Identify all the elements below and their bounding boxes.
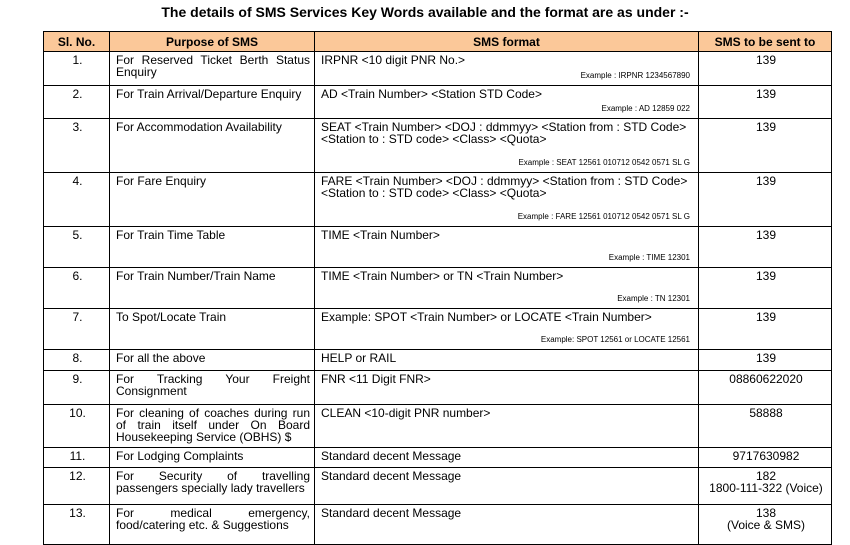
- sl-no-cell: 3.: [44, 119, 110, 173]
- table-row: [44, 371, 832, 405]
- sms-to-cell: [699, 227, 832, 268]
- sms-to-secondary: 1800-111-322 (Voice): [709, 481, 823, 495]
- format-cell: [315, 227, 699, 268]
- table-row: [44, 173, 832, 227]
- sms-to-number: 139: [755, 120, 777, 134]
- sms-to-cell: [699, 268, 832, 309]
- sms-to-number: 139: [755, 174, 777, 188]
- format-text: AD <Train Number> <Station STD Code>: [321, 87, 542, 101]
- purpose-cell: For Lodging Complaints: [110, 448, 315, 468]
- sms-to-secondary: (Voice & SMS): [726, 518, 806, 532]
- header-sms-format: SMS format: [315, 32, 699, 52]
- format-cell: [315, 448, 699, 468]
- format-text: SEAT <Train Number> <DOJ : ddmmyy> <Station from : STD Code> <Station to : STD code> <Class> <Quota>: [321, 120, 687, 146]
- format-text: CLEAN <10-digit PNR number>: [321, 406, 491, 420]
- purpose-cell: For Reserved Ticket Berth Status Enquiry: [110, 52, 315, 86]
- purpose-cell: For Train Arrival/Departure Enquiry: [110, 86, 315, 119]
- sms-to-cell: [699, 505, 832, 545]
- header-sl-no: Sl. No.: [44, 32, 110, 52]
- table-row: [44, 505, 832, 545]
- sms-to-cell: [699, 86, 832, 119]
- format-cell: [315, 371, 699, 405]
- sl-no-cell: 2.: [44, 86, 110, 119]
- sms-to-cell: [699, 371, 832, 405]
- sms-to-cell: [699, 350, 832, 371]
- sms-to-number: 139: [755, 310, 777, 324]
- sms-to-cell: [699, 52, 832, 86]
- purpose-cell: For Train Time Table: [110, 227, 315, 268]
- format-example: Example : TN 12301: [617, 294, 690, 303]
- purpose-cell: For Train Number/Train Name: [110, 268, 315, 309]
- sms-to-cell: [699, 448, 832, 468]
- sms-to-cell: [699, 173, 832, 227]
- format-text: Standard decent Message: [321, 469, 462, 483]
- sms-to-number: 58888: [749, 406, 783, 420]
- page-title: The details of SMS Services Key Words available and the format are as under :-: [161, 4, 689, 20]
- sms-to-number: 139: [755, 228, 777, 242]
- format-example: Example: SPOT 12561 or LOCATE 12561: [540, 335, 690, 344]
- purpose-cell: For Security of travelling passengers specially lady travellers: [110, 468, 315, 505]
- format-example: Example : AD 12859 022: [601, 104, 690, 113]
- purpose-cell: For Accommodation Availability: [110, 119, 315, 173]
- format-text: HELP or RAIL: [321, 351, 397, 365]
- purpose-cell: For Tracking Your Freight Consignment: [110, 371, 315, 405]
- format-text: Example: SPOT <Train Number> or LOCATE <Train Number>: [321, 310, 652, 324]
- sms-to-cell: [699, 309, 832, 350]
- sl-no-cell: 9.: [44, 371, 110, 405]
- table-row: [44, 350, 832, 371]
- format-cell: [315, 268, 699, 309]
- format-text: TIME <Train Number> or TN <Train Number>: [321, 269, 564, 283]
- format-cell: [315, 405, 699, 448]
- sl-no-cell: 11.: [44, 448, 110, 468]
- sl-no-cell: 1.: [44, 52, 110, 86]
- format-cell: [315, 86, 699, 119]
- sms-to-number: 08860622020: [729, 372, 803, 386]
- sl-no-cell: 8.: [44, 350, 110, 371]
- table-row: [44, 227, 832, 268]
- sl-no-cell: 7.: [44, 309, 110, 350]
- sl-no-cell: 13.: [44, 505, 110, 545]
- sl-no-cell: 4.: [44, 173, 110, 227]
- format-example: Example : SEAT 12561 010712 0542 0571 SL G: [518, 158, 690, 167]
- sms-to-number: 139: [755, 53, 777, 67]
- sms-to-cell: [699, 405, 832, 448]
- format-text: IRPNR <10 digit PNR No.>: [321, 53, 466, 67]
- sms-to-number: 139: [755, 351, 777, 365]
- format-text: FNR <11 Digit FNR>: [321, 372, 431, 386]
- format-cell: [315, 173, 699, 227]
- purpose-cell: For Fare Enquiry: [110, 173, 315, 227]
- table-row: [44, 52, 832, 86]
- purpose-cell: To Spot/Locate Train: [110, 309, 315, 350]
- table-row: [44, 448, 832, 468]
- table-row: [44, 86, 832, 119]
- table-row: [44, 119, 832, 173]
- table-header-row: [44, 32, 832, 52]
- format-cell: [315, 505, 699, 545]
- sms-to-number: 138: [755, 506, 777, 520]
- sl-no-cell: 6.: [44, 268, 110, 309]
- format-cell: [315, 468, 699, 505]
- table-row: [44, 405, 832, 448]
- sl-no-cell: 12.: [44, 468, 110, 505]
- sms-to-cell: [699, 468, 832, 505]
- sms-to-number: 139: [755, 87, 777, 101]
- format-cell: [315, 119, 699, 173]
- purpose-cell: For all the above: [110, 350, 315, 371]
- format-cell: [315, 52, 699, 86]
- format-example: Example : TIME 12301: [608, 253, 690, 262]
- table-row: [44, 268, 832, 309]
- format-cell: [315, 309, 699, 350]
- sl-no-cell: 5.: [44, 227, 110, 268]
- table-row: [44, 309, 832, 350]
- format-text: Standard decent Message: [321, 449, 462, 463]
- header-purpose: Purpose of SMS: [110, 32, 315, 52]
- sms-to-number: 139: [755, 269, 777, 283]
- sms-services-table: [43, 31, 832, 545]
- header-sms-to: SMS to be sent to: [699, 32, 832, 52]
- format-text: TIME <Train Number>: [321, 228, 440, 242]
- format-example: Example : FARE 12561 010712 0542 0571 SL G: [517, 212, 690, 221]
- format-text: FARE <Train Number> <DOJ : ddmmyy> <Station from : STD Code> <Station to : STD code> <Class> <Quota>: [321, 174, 688, 200]
- sms-to-number: 182: [755, 469, 777, 483]
- format-cell: [315, 350, 699, 371]
- sms-to-cell: [699, 119, 832, 173]
- sms-to-number: 9717630982: [732, 449, 800, 463]
- purpose-cell: For medical emergency, food/catering etc. & Suggestions: [110, 505, 315, 545]
- format-example: Example : IRPNR 1234567890: [580, 71, 690, 80]
- sl-no-cell: 10.: [44, 405, 110, 448]
- purpose-cell: For cleaning of coaches during run of train itself under On Board Housekeeping Service (OBHS) $: [110, 405, 315, 448]
- table-row: [44, 468, 832, 505]
- format-text: Standard decent Message: [321, 506, 462, 520]
